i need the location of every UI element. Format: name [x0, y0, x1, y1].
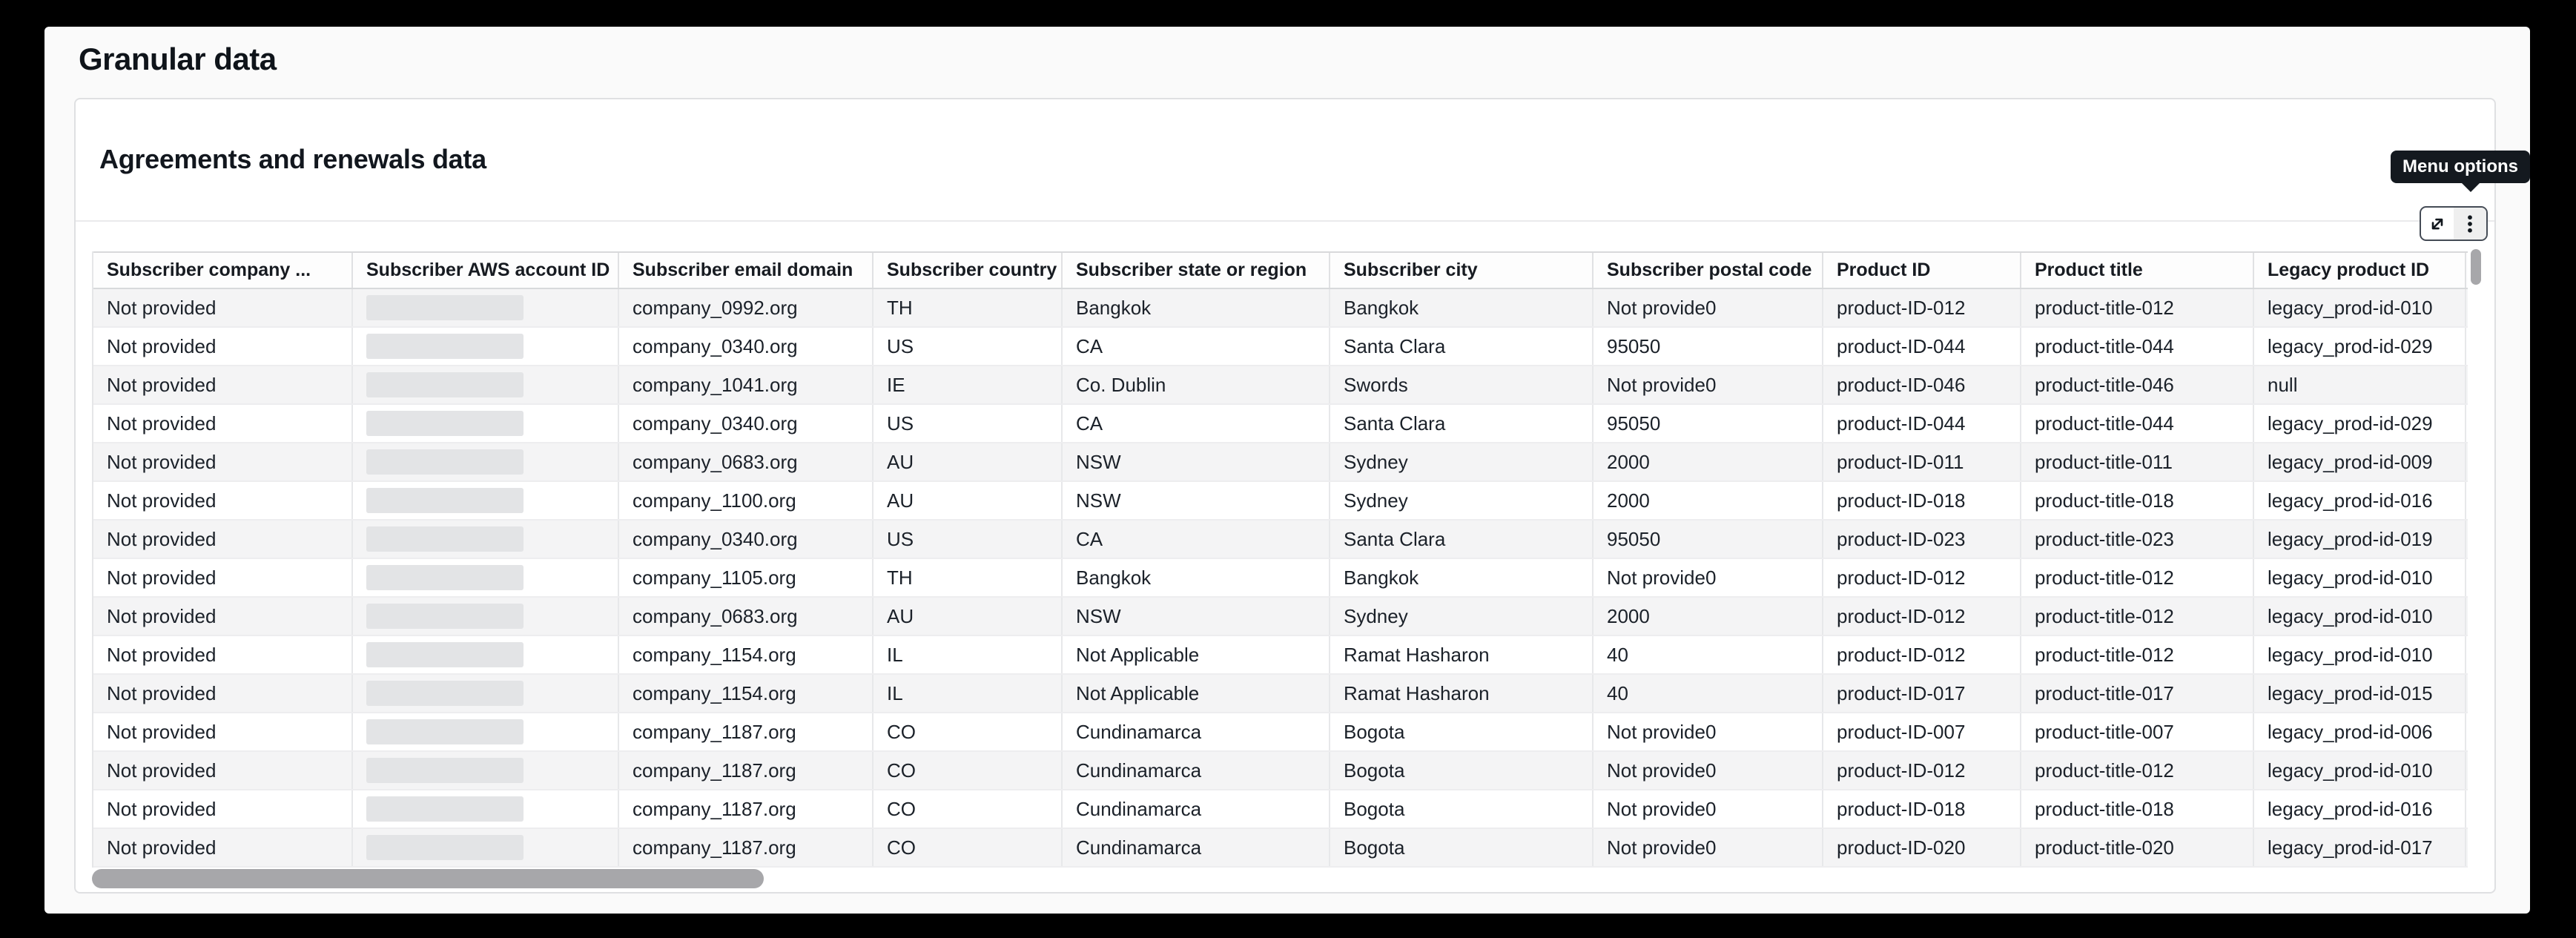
table-row — [93, 559, 2468, 598]
table-cell: NSW — [1063, 598, 1330, 635]
table-cell: 2000 — [1594, 482, 1823, 519]
table-cell: Sydney — [1330, 598, 1594, 635]
table-cell: product-ID-023 — [1823, 521, 2021, 558]
table-row — [93, 482, 2468, 521]
column-header-10[interactable]: Legacy product ID — [2254, 253, 2466, 288]
table-cell: product-ID-017 — [1823, 675, 2021, 712]
table-cell: AU — [873, 598, 1063, 635]
table-cell: product-ID-007 — [1823, 713, 2021, 750]
table-cell: product-title-046 — [2021, 366, 2254, 403]
table-cell: company_0340.org — [619, 328, 873, 365]
table-cell: CO — [873, 713, 1063, 750]
table-cell: legacy_prod-id-019 — [2254, 521, 2466, 558]
redacted-value — [366, 449, 524, 475]
table-cell: product-title-012 — [2021, 289, 2254, 326]
table-cell: product-ID-011 — [1823, 443, 2021, 480]
table-cell — [353, 598, 619, 635]
table-cell: product-title-012 — [2021, 636, 2254, 673]
table-cell: IL — [873, 675, 1063, 712]
table-cell: legacy_prod-id-010 — [2254, 752, 2466, 789]
table-cell: Bogota — [1330, 829, 1594, 866]
table-cell: product-ID-018 — [1823, 790, 2021, 828]
table-cell: company_1100.org — [619, 482, 873, 519]
table-cell: Not provided — [93, 521, 353, 558]
table-cell — [353, 636, 619, 673]
table-cell — [353, 675, 619, 712]
table-cell: legacy_prod-id-010 — [2254, 289, 2466, 326]
table-cell: Cundinamarca — [1063, 790, 1330, 828]
table-cell: 2000 — [1594, 598, 1823, 635]
column-header-3[interactable]: Subscriber email domain — [619, 253, 873, 288]
table-cell: TH — [873, 559, 1063, 596]
table-cell: 95050 — [1594, 328, 1823, 365]
table-cell: product-title-044 — [2021, 328, 2254, 365]
table-cell — [353, 829, 619, 866]
table-cell: US — [873, 521, 1063, 558]
table-cell: product-ID-046 — [1823, 366, 2021, 403]
table-cell: Bangkok — [1330, 289, 1594, 326]
table-cell: Not provided — [93, 366, 353, 403]
table-cell: Not provided — [93, 443, 353, 480]
table-row — [93, 521, 2468, 559]
table-cell: company_0340.org — [619, 521, 873, 558]
table-cell: product-ID-012 — [1823, 598, 2021, 635]
table-cell: CO — [873, 829, 1063, 866]
table-cell: Not provided — [93, 713, 353, 750]
table-cell: 40 — [1594, 636, 1823, 673]
table-cell: Santa Clara — [1330, 328, 1594, 365]
table-cell: Sydney — [1330, 482, 1594, 519]
table-cell: product-title-012 — [2021, 598, 2254, 635]
table-cell: product-title-007 — [2021, 713, 2254, 750]
table-cell: CA — [1063, 328, 1330, 365]
table-cell: Not provide0 — [1594, 829, 1823, 866]
table-cell: Not provide0 — [1594, 559, 1823, 596]
table-cell: CO — [873, 790, 1063, 828]
table-cell: Not Applicable — [1063, 636, 1330, 673]
table-cell: US — [873, 328, 1063, 365]
table-cell: Not provide0 — [1594, 752, 1823, 789]
table-row — [93, 405, 2468, 443]
menu-options-button[interactable] — [2454, 208, 2486, 240]
redacted-value — [366, 758, 524, 783]
column-header-4[interactable]: Subscriber country — [873, 253, 1063, 288]
table-cell: company_1154.org — [619, 675, 873, 712]
redacted-value — [366, 565, 524, 590]
redacted-value — [366, 642, 524, 667]
table-cell: product-title-018 — [2021, 790, 2254, 828]
table-cell: legacy_prod-id-029 — [2254, 328, 2466, 365]
menu-options-tooltip — [2391, 151, 2530, 183]
table-cell: Cundinamarca — [1063, 713, 1330, 750]
table-cell: Not provided — [93, 829, 353, 866]
table-cell: Bogota — [1330, 752, 1594, 789]
table-cell: Not provide0 — [1594, 289, 1823, 326]
table-row — [93, 289, 2468, 328]
table-cell: product-ID-044 — [1823, 405, 2021, 442]
table-cell: Not provided — [93, 482, 353, 519]
table-cell: company_1041.org — [619, 366, 873, 403]
card-toolbar — [2420, 206, 2488, 241]
table-cell: Bogota — [1330, 713, 1594, 750]
table-cell: NSW — [1063, 482, 1330, 519]
table-row — [93, 752, 2468, 790]
table-cell — [353, 521, 619, 558]
column-header-2[interactable]: Subscriber AWS account ID — [353, 253, 619, 288]
table-cell: Ramat Hasharon — [1330, 636, 1594, 673]
table-row — [93, 790, 2468, 829]
table-cell: product-ID-012 — [1823, 289, 2021, 326]
column-header-9[interactable]: Product title — [2021, 253, 2254, 288]
table-cell: company_1187.org — [619, 713, 873, 750]
table-header-row — [93, 251, 2468, 289]
table-cell — [353, 713, 619, 750]
table-cell: legacy_prod-id-010 — [2254, 636, 2466, 673]
table-cell: company_0340.org — [619, 405, 873, 442]
table-cell: CO — [873, 752, 1063, 789]
table-cell: 95050 — [1594, 405, 1823, 442]
table-cell: Santa Clara — [1330, 521, 1594, 558]
table-cell: legacy_prod-id-016 — [2254, 790, 2466, 828]
redacted-value — [366, 526, 524, 552]
table-cell: legacy_prod-id-029 — [2254, 405, 2466, 442]
table-cell: Not provided — [93, 790, 353, 828]
table-cell — [353, 482, 619, 519]
vertical-ellipsis-icon — [2459, 213, 2481, 235]
table-cell: Not provided — [93, 559, 353, 596]
table-cell: company_0683.org — [619, 598, 873, 635]
table-row — [93, 675, 2468, 713]
redacted-value — [366, 719, 524, 744]
table-cell — [353, 559, 619, 596]
table-cell: Sydney — [1330, 443, 1594, 480]
table-cell — [353, 443, 619, 480]
table-cell: product-title-012 — [2021, 559, 2254, 596]
table-body — [93, 289, 2468, 868]
table-cell: AU — [873, 443, 1063, 480]
table-cell: Bangkok — [1063, 289, 1330, 326]
table-cell: legacy_prod-id-006 — [2254, 713, 2466, 750]
table-cell: product-title-020 — [2021, 829, 2254, 866]
table-cell: Not provided — [93, 598, 353, 635]
table-cell: product-ID-020 — [1823, 829, 2021, 866]
table-cell: Not provided — [93, 675, 353, 712]
page-title: Granular data — [79, 42, 277, 76]
table-cell: product-ID-012 — [1823, 636, 2021, 673]
table-cell: Not provided — [93, 405, 353, 442]
card-header-divider — [76, 220, 2494, 222]
redacted-value — [366, 604, 524, 629]
table-cell: Ramat Hasharon — [1330, 675, 1594, 712]
table-cell — [353, 752, 619, 789]
table-cell: IE — [873, 366, 1063, 403]
table-row — [93, 829, 2468, 868]
table-cell: Not provided — [93, 636, 353, 673]
redacted-value — [366, 681, 524, 706]
table-cell: product-title-017 — [2021, 675, 2254, 712]
table-cell: CA — [1063, 521, 1330, 558]
column-header-7[interactable]: Subscriber postal code — [1594, 253, 1823, 288]
table-row — [93, 328, 2468, 366]
table-cell — [353, 366, 619, 403]
table-cell: legacy_prod-id-017 — [2254, 829, 2466, 866]
page — [44, 27, 2530, 914]
table-cell: TH — [873, 289, 1063, 326]
table-cell: company_0683.org — [619, 443, 873, 480]
table-cell: legacy_prod-id-010 — [2254, 598, 2466, 635]
table-cell: AU — [873, 482, 1063, 519]
table-cell: Bangkok — [1063, 559, 1330, 596]
table-cell: company_1187.org — [619, 752, 873, 789]
horizontal-scrollbar[interactable] — [92, 869, 764, 888]
table-cell: company_0992.org — [619, 289, 873, 326]
redacted-value — [366, 488, 524, 513]
table-cell: legacy_prod-id-015 — [2254, 675, 2466, 712]
table-cell: Not provided — [93, 752, 353, 789]
table-cell: Swords — [1330, 366, 1594, 403]
table-cell — [353, 405, 619, 442]
table-cell: legacy_prod-id-010 — [2254, 559, 2466, 596]
table-cell: company_1187.org — [619, 829, 873, 866]
redacted-value — [366, 835, 524, 860]
card-title: Agreements and renewals data — [99, 144, 486, 174]
agreements-table — [92, 251, 2468, 868]
column-header-8[interactable]: Product ID — [1823, 253, 2021, 288]
table-cell: US — [873, 405, 1063, 442]
table-cell: 40 — [1594, 675, 1823, 712]
table-cell: Not provide0 — [1594, 790, 1823, 828]
tooltip-caret-icon — [2460, 182, 2481, 192]
table-cell: 2000 — [1594, 443, 1823, 480]
expand-diagonal-arrows-icon — [2426, 213, 2448, 235]
table-cell: CA — [1063, 405, 1330, 442]
table-cell: Co. Dublin — [1063, 366, 1330, 403]
redacted-value — [366, 372, 524, 397]
table-cell: product-ID-012 — [1823, 752, 2021, 789]
table-cell: product-title-023 — [2021, 521, 2254, 558]
table-cell: company_1154.org — [619, 636, 873, 673]
table-row — [93, 443, 2468, 482]
table-row — [93, 366, 2468, 405]
table-cell: Bogota — [1330, 790, 1594, 828]
redacted-value — [366, 411, 524, 436]
table-cell: Santa Clara — [1330, 405, 1594, 442]
table-cell: IL — [873, 636, 1063, 673]
table-cell: company_1105.org — [619, 559, 873, 596]
table-cell: Cundinamarca — [1063, 752, 1330, 789]
redacted-value — [366, 295, 524, 320]
table-cell: legacy_prod-id-009 — [2254, 443, 2466, 480]
table-cell: product-ID-012 — [1823, 559, 2021, 596]
redacted-value — [366, 796, 524, 822]
table-cell: legacy_prod-id-016 — [2254, 482, 2466, 519]
table-cell: NSW — [1063, 443, 1330, 480]
table-cell: Cundinamarca — [1063, 829, 1330, 866]
table-cell: 95050 — [1594, 521, 1823, 558]
table-cell: null — [2254, 366, 2466, 403]
table-row — [93, 713, 2468, 752]
table-cell: product-ID-018 — [1823, 482, 2021, 519]
column-header-6[interactable]: Subscriber city — [1330, 253, 1594, 288]
agreements-card — [74, 98, 2496, 894]
table-cell: product-title-018 — [2021, 482, 2254, 519]
table-cell: company_1187.org — [619, 790, 873, 828]
tooltip-label: Menu options — [2402, 156, 2518, 176]
vertical-scrollbar[interactable] — [2471, 249, 2481, 285]
column-header-5[interactable]: Subscriber state or region — [1063, 253, 1330, 288]
table-cell — [353, 289, 619, 326]
expand-button[interactable] — [2421, 208, 2454, 240]
table-cell — [353, 328, 619, 365]
table-row — [93, 598, 2468, 636]
table-cell — [353, 790, 619, 828]
table-cell: Not provided — [93, 289, 353, 326]
redacted-value — [366, 334, 524, 359]
column-header-1[interactable]: Subscriber company ... — [93, 253, 353, 288]
table-cell: Not Applicable — [1063, 675, 1330, 712]
table-cell: product-title-012 — [2021, 752, 2254, 789]
table-row — [93, 636, 2468, 675]
table-cell: Bangkok — [1330, 559, 1594, 596]
table-cell: product-title-011 — [2021, 443, 2254, 480]
table-cell: Not provide0 — [1594, 366, 1823, 403]
table-cell: product-title-044 — [2021, 405, 2254, 442]
table-cell: product-ID-044 — [1823, 328, 2021, 365]
table-cell: Not provided — [93, 328, 353, 365]
table-cell: Not provide0 — [1594, 713, 1823, 750]
